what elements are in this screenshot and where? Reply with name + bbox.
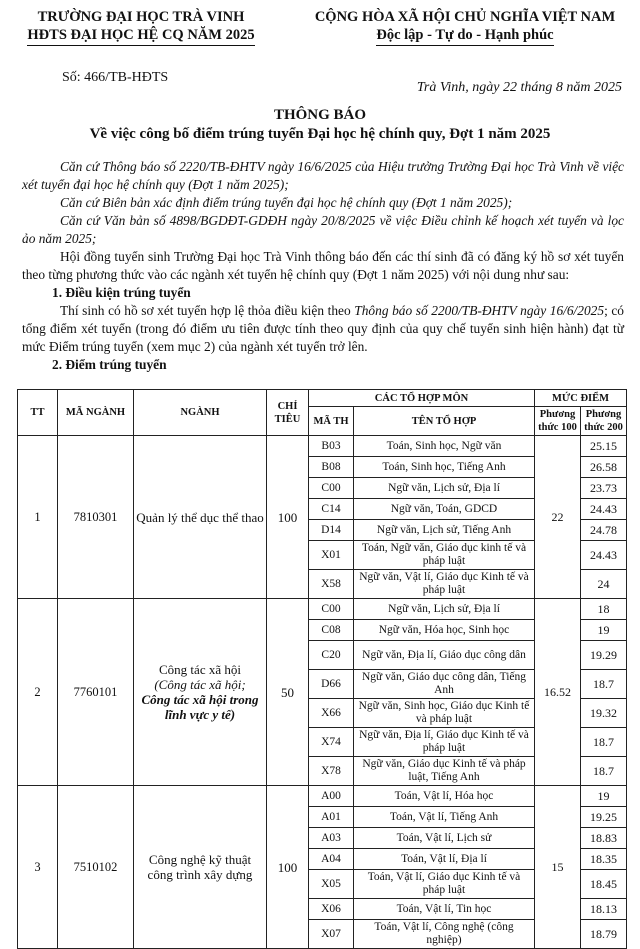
combination-code: D66 — [309, 670, 354, 699]
quota: 100 — [267, 786, 309, 949]
university-name: TRƯỜNG ĐẠI HỌC TRÀ VINH — [37, 9, 245, 25]
header-combination-name: TÊN TỔ HỢP — [354, 407, 535, 436]
combination-name: Ngữ văn, Địa lí, Giáo dục công dân — [354, 641, 535, 670]
header-major-code: MÃ NGÀNH — [58, 390, 134, 436]
conditions-paragraph: Thí sinh có hồ sơ xét tuyển hợp lệ thỏa điều kiện theo Thông báo số 2200/TB-ĐHTV ngày 16/6/2025; có tổng điểm xét tuyển (trong đó điểm ưu tiên được tính theo quy định của quy chế tuyển sinh hiện hành) đạt từ mức Điểm trúng tuyển (xem mục 2) của ngành xét tuyển trở lên. — [22, 303, 625, 354]
major-name: Quản lý thể dục thể thao — [134, 436, 267, 599]
combination-name: Ngữ văn, Địa lí, Giáo dục Kinh tế và pháp luật — [354, 728, 535, 757]
method-100-score: 16.52 — [535, 599, 581, 786]
council-name: HĐTS ĐẠI HỌC HỆ CQ NĂM 2025 — [27, 26, 254, 46]
header-quota: CHỈ TIÊU — [267, 390, 309, 436]
header-major: NGÀNH — [134, 390, 267, 436]
method-200-score: 19.25 — [581, 807, 627, 828]
combination-code: A00 — [309, 786, 354, 807]
method-200-score: 18.79 — [581, 920, 627, 949]
method-200-score: 18.7 — [581, 757, 627, 786]
national-motto: Độc lập - Tự do - Hạnh phúc — [376, 26, 553, 46]
method-200-score: 24.43 — [581, 499, 627, 520]
notice-reference: Thông báo số 2200/TB-ĐHTV ngày 16/6/2025 — [354, 303, 605, 318]
method-200-score: 19 — [581, 786, 627, 807]
combination-code: B03 — [309, 436, 354, 457]
combination-code: C08 — [309, 620, 354, 641]
header-combination-code: MÃ TH — [309, 407, 354, 436]
document-date: Trà Vinh, ngày 22 tháng 8 năm 2025 — [416, 80, 622, 95]
combination-name: Ngữ văn, Giáo dục Kinh tế và pháp luật, Tiếng Anh — [354, 757, 535, 786]
major-specialization: Công tác xã hội trong lĩnh vực y tế) — [141, 692, 259, 722]
legal-basis-3: Căn cứ Văn bản số 4898/BGDĐT-GDĐH ngày 20/8/2025 về việc Điều chỉnh kế hoạch xét tuyển và lọc ảo năm 2025; — [22, 213, 624, 246]
method-200-score: 18 — [581, 599, 627, 620]
header-method-200: Phương thức 200 — [581, 407, 627, 436]
issuer-header — [16, 8, 266, 46]
combination-name: Toán, Sinh học, Tiếng Anh — [354, 457, 535, 478]
combination-name: Ngữ văn, Hóa học, Sinh học — [354, 620, 535, 641]
method-200-score: 25.15 — [581, 436, 627, 457]
combination-name: Ngữ văn, Lịch sử, Địa lí — [354, 599, 535, 620]
section-1-heading: 1. Điều kiện trúng tuyển — [52, 285, 191, 300]
major-specialization-note: (Công tác xã hội; — [154, 677, 246, 692]
quota: 100 — [267, 436, 309, 599]
header-combinations: CÁC TỔ HỢP MÔN — [309, 390, 535, 407]
combination-name: Toán, Vật lí, Tiếng Anh — [354, 807, 535, 828]
combination-name: Ngữ văn, Giáo dục công dân, Tiếng Anh — [354, 670, 535, 699]
method-100-score: 22 — [535, 436, 581, 599]
method-200-score: 26.58 — [581, 457, 627, 478]
header-method-100: Phương thức 100 — [535, 407, 581, 436]
method-200-score: 19.32 — [581, 699, 627, 728]
combination-code: X74 — [309, 728, 354, 757]
quota: 50 — [267, 599, 309, 786]
combination-name: Ngữ văn, Toán, GDCD — [354, 499, 535, 520]
combination-code: A03 — [309, 828, 354, 849]
republic-name: CỘNG HÒA XÃ HỘI CHỦ NGHĨA VIỆT NAM — [314, 9, 616, 25]
legal-basis-2: Căn cứ Biên bản xác định điểm trúng tuyển đại học hệ chính quy (Đợt 1 năm 2025); — [60, 195, 513, 210]
combination-code: A04 — [309, 849, 354, 870]
legal-basis-1: Căn cứ Thông báo số 2220/TB-ĐHTV ngày 16/6/2025 của Hiệu trưởng Trường Đại học Trà Vinh về việc xét tuyển đại học hệ chính quy (Đợt 1 năm 2025); — [22, 159, 624, 192]
combination-code: A01 — [309, 807, 354, 828]
combination-code: C00 — [309, 599, 354, 620]
combination-code: X05 — [309, 870, 354, 899]
combination-code: X78 — [309, 757, 354, 786]
method-200-score: 18.7 — [581, 728, 627, 757]
document-title — [0, 106, 640, 144]
table-row — [18, 786, 627, 807]
combination-name: Toán, Ngữ văn, Giáo dục kinh tế và pháp luật — [354, 541, 535, 570]
intro-paragraph: Hội đồng tuyển sinh Trường Đại học Trà Vinh thông báo đến các thí sinh đã có đăng ký hồ sơ xét tuyển theo từng phương thức vào các ngành xét tuyển hệ chính quy (Đợt 1 năm 2025) với nội dung như sau: — [22, 249, 624, 282]
title-subject: Về việc công bố điểm trúng tuyển Đại học hệ chính quy, Đợt 1 năm 2025 — [89, 126, 551, 142]
major-name: Công nghệ kỹ thuật công trình xây dựng — [134, 786, 267, 949]
admission-scores-table — [17, 389, 627, 949]
method-200-score: 23.73 — [581, 478, 627, 499]
combination-code: X07 — [309, 920, 354, 949]
table-row — [18, 436, 627, 457]
major-code: 7810301 — [58, 436, 134, 599]
document-number: Số: 466/TB-HĐTS — [62, 70, 169, 85]
title-main: THÔNG BÁO — [273, 107, 367, 123]
header-tt: TT — [18, 390, 58, 436]
row-number: 3 — [18, 786, 58, 949]
major-code: 7760101 — [58, 599, 134, 786]
method-200-score: 24.78 — [581, 520, 627, 541]
combination-code: D14 — [309, 520, 354, 541]
row-number: 1 — [18, 436, 58, 599]
combination-name: Toán, Vật lí, Lịch sử — [354, 828, 535, 849]
section-2-heading: 2. Điểm trúng tuyển — [52, 357, 167, 372]
combination-name: Toán, Vật lí, Hóa học — [354, 786, 535, 807]
combination-name: Toán, Vật lí, Địa lí — [354, 849, 535, 870]
combination-code: C20 — [309, 641, 354, 670]
combination-name: Ngữ văn, Sinh học, Giáo dục Kinh tế và pháp luật — [354, 699, 535, 728]
combination-name: Toán, Vật lí, Giáo dục Kinh tế và pháp luật — [354, 870, 535, 899]
combination-name: Toán, Vật lí, Công nghệ (công nghiệp) — [354, 920, 535, 949]
header-score-levels: MỨC ĐIỂM — [535, 390, 627, 407]
scores-body — [18, 436, 627, 949]
combination-name: Toán, Sinh học, Ngữ văn — [354, 436, 535, 457]
combination-name: Ngữ văn, Lịch sử, Tiếng Anh — [354, 520, 535, 541]
combination-code: B08 — [309, 457, 354, 478]
method-200-score: 18.83 — [581, 828, 627, 849]
method-100-score: 15 — [535, 786, 581, 949]
combination-code: X06 — [309, 899, 354, 920]
method-200-score: 18.35 — [581, 849, 627, 870]
method-200-score: 19 — [581, 620, 627, 641]
combination-code: X58 — [309, 570, 354, 599]
combination-code: C00 — [309, 478, 354, 499]
major-code: 7510102 — [58, 786, 134, 949]
major-name: Công tác xã hội (Công tác xã hội; Công tác xã hội trong lĩnh vực y tế) — [134, 599, 267, 786]
method-200-score: 24 — [581, 570, 627, 599]
combination-code: X01 — [309, 541, 354, 570]
combination-code: X66 — [309, 699, 354, 728]
combination-name: Ngữ văn, Lịch sử, Địa lí — [354, 478, 535, 499]
combination-name: Toán, Vật lí, Tin học — [354, 899, 535, 920]
method-200-score: 19.29 — [581, 641, 627, 670]
method-200-score: 18.7 — [581, 670, 627, 699]
national-header — [300, 8, 630, 46]
document-body — [22, 158, 624, 374]
combination-name: Ngữ văn, Vật lí, Giáo dục Kinh tế và pháp luật — [354, 570, 535, 599]
row-number: 2 — [18, 599, 58, 786]
table-row — [18, 599, 627, 620]
method-200-score: 18.13 — [581, 899, 627, 920]
combination-code: C14 — [309, 499, 354, 520]
method-200-score: 18.45 — [581, 870, 627, 899]
method-200-score: 24.43 — [581, 541, 627, 570]
